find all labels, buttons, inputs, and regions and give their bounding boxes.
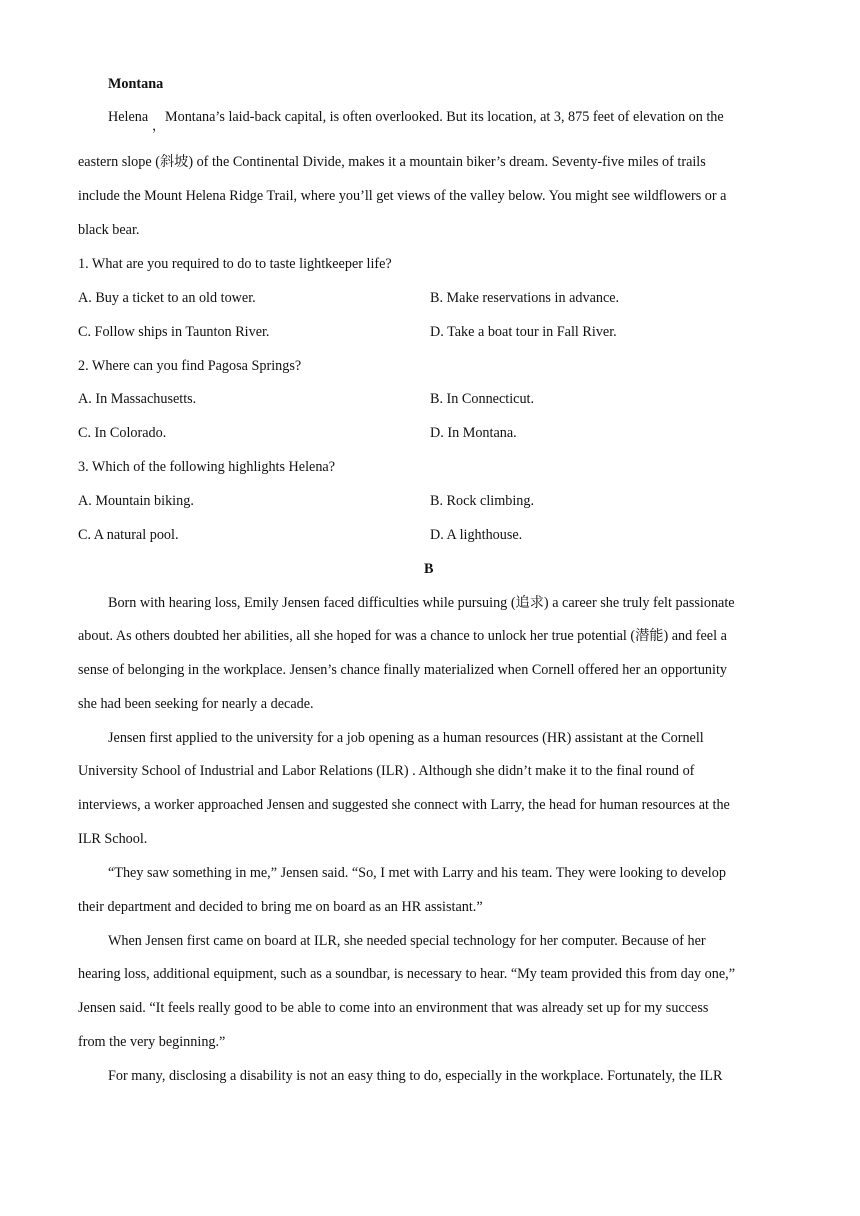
paragraph-line: include the Mount Helena Ridge Trail, where you’ll get views of the valley below. You might see wildflowers or a (78, 188, 727, 204)
paragraph-line: ILR School. (78, 831, 148, 847)
question-stem: 1. What are you required to do to taste lightkeeper life? (78, 256, 392, 272)
question-stem: 3. Which of the following highlights Helena? (78, 459, 336, 475)
question-option: C. In Colorado. (78, 425, 167, 441)
question-option: B. Rock climbing. (430, 493, 535, 509)
question-option: A. In Massachusetts. (78, 391, 197, 407)
question-option: B. Make reservations in advance. (430, 290, 620, 306)
paragraph-line: When Jensen first came on board at ILR, she needed special technology for her computer. Because of her (108, 933, 706, 949)
question-option: B. In Connecticut. (430, 391, 535, 407)
paragraph-line: eastern slope (斜坡) of the Continental Divide, makes it a mountain biker’s dream. Seventy-five miles of trails (78, 154, 706, 170)
paragraph-line-helena-word: Helena (108, 109, 149, 125)
paragraph-line: Born with hearing loss, Emily Jensen faced difficulties while pursuing (追求) a career she truly felt passionate (108, 595, 735, 611)
paragraph-line: For many, disclosing a disability is not an easy thing to do, especially in the workplace. Fortunately, the ILR (108, 1068, 723, 1084)
paragraph-line: black bear. (78, 222, 140, 238)
paragraph-line: Jensen first applied to the university for a job opening as a human resources (HR) assistant at the Cornell (108, 730, 704, 746)
paragraph-comma: ， (152, 118, 166, 133)
question-option: A. Buy a ticket to an old tower. (78, 290, 256, 306)
paragraph-line: sense of belonging in the workplace. Jensen’s chance finally materialized when Cornell offered her an opportunity (78, 662, 727, 678)
question-option: C. A natural pool. (78, 527, 179, 543)
question-option: A. Mountain biking. (78, 493, 194, 509)
question-option: D. Take a boat tour in Fall River. (430, 324, 617, 340)
paragraph-line: Jensen said. “It feels really good to be able to come into an environment that was already set up for my success (78, 1000, 709, 1016)
paragraph-line: Montana’s laid-back capital, is often overlooked. But its location, at 3, 875 feet of elevation on the (165, 109, 724, 125)
section-heading-montana: Montana (108, 76, 164, 92)
paragraph-line: from the very beginning.” (78, 1034, 226, 1050)
question-option: D. A lighthouse. (430, 527, 523, 543)
paragraph-line: their department and decided to bring me on board as an HR assistant.” (78, 899, 483, 915)
question-stem: 2. Where can you find Pagosa Springs? (78, 358, 302, 374)
paragraph-line: “They saw something in me,” Jensen said. “So, I met with Larry and his team. They were looking to develop (108, 865, 726, 881)
question-option: C. Follow ships in Taunton River. (78, 324, 270, 340)
paragraph-line: University School of Industrial and Labor Relations (ILR) . Although she didn’t make it to the final round of (78, 763, 695, 779)
section-label-b: B (424, 561, 434, 577)
paragraph-line: she had been seeking for nearly a decade. (78, 696, 314, 712)
paragraph-line: hearing loss, additional equipment, such as a soundbar, is necessary to hear. “My team provided this from day one,” (78, 966, 736, 982)
paragraph-line: interviews, a worker approached Jensen and suggested she connect with Larry, the head for human resources at the (78, 797, 730, 813)
paragraph-line: about. As others doubted her abilities, all she hoped for was a chance to unlock her true potential (潜能) and feel a (78, 628, 727, 644)
question-option: D. In Montana. (430, 425, 517, 441)
